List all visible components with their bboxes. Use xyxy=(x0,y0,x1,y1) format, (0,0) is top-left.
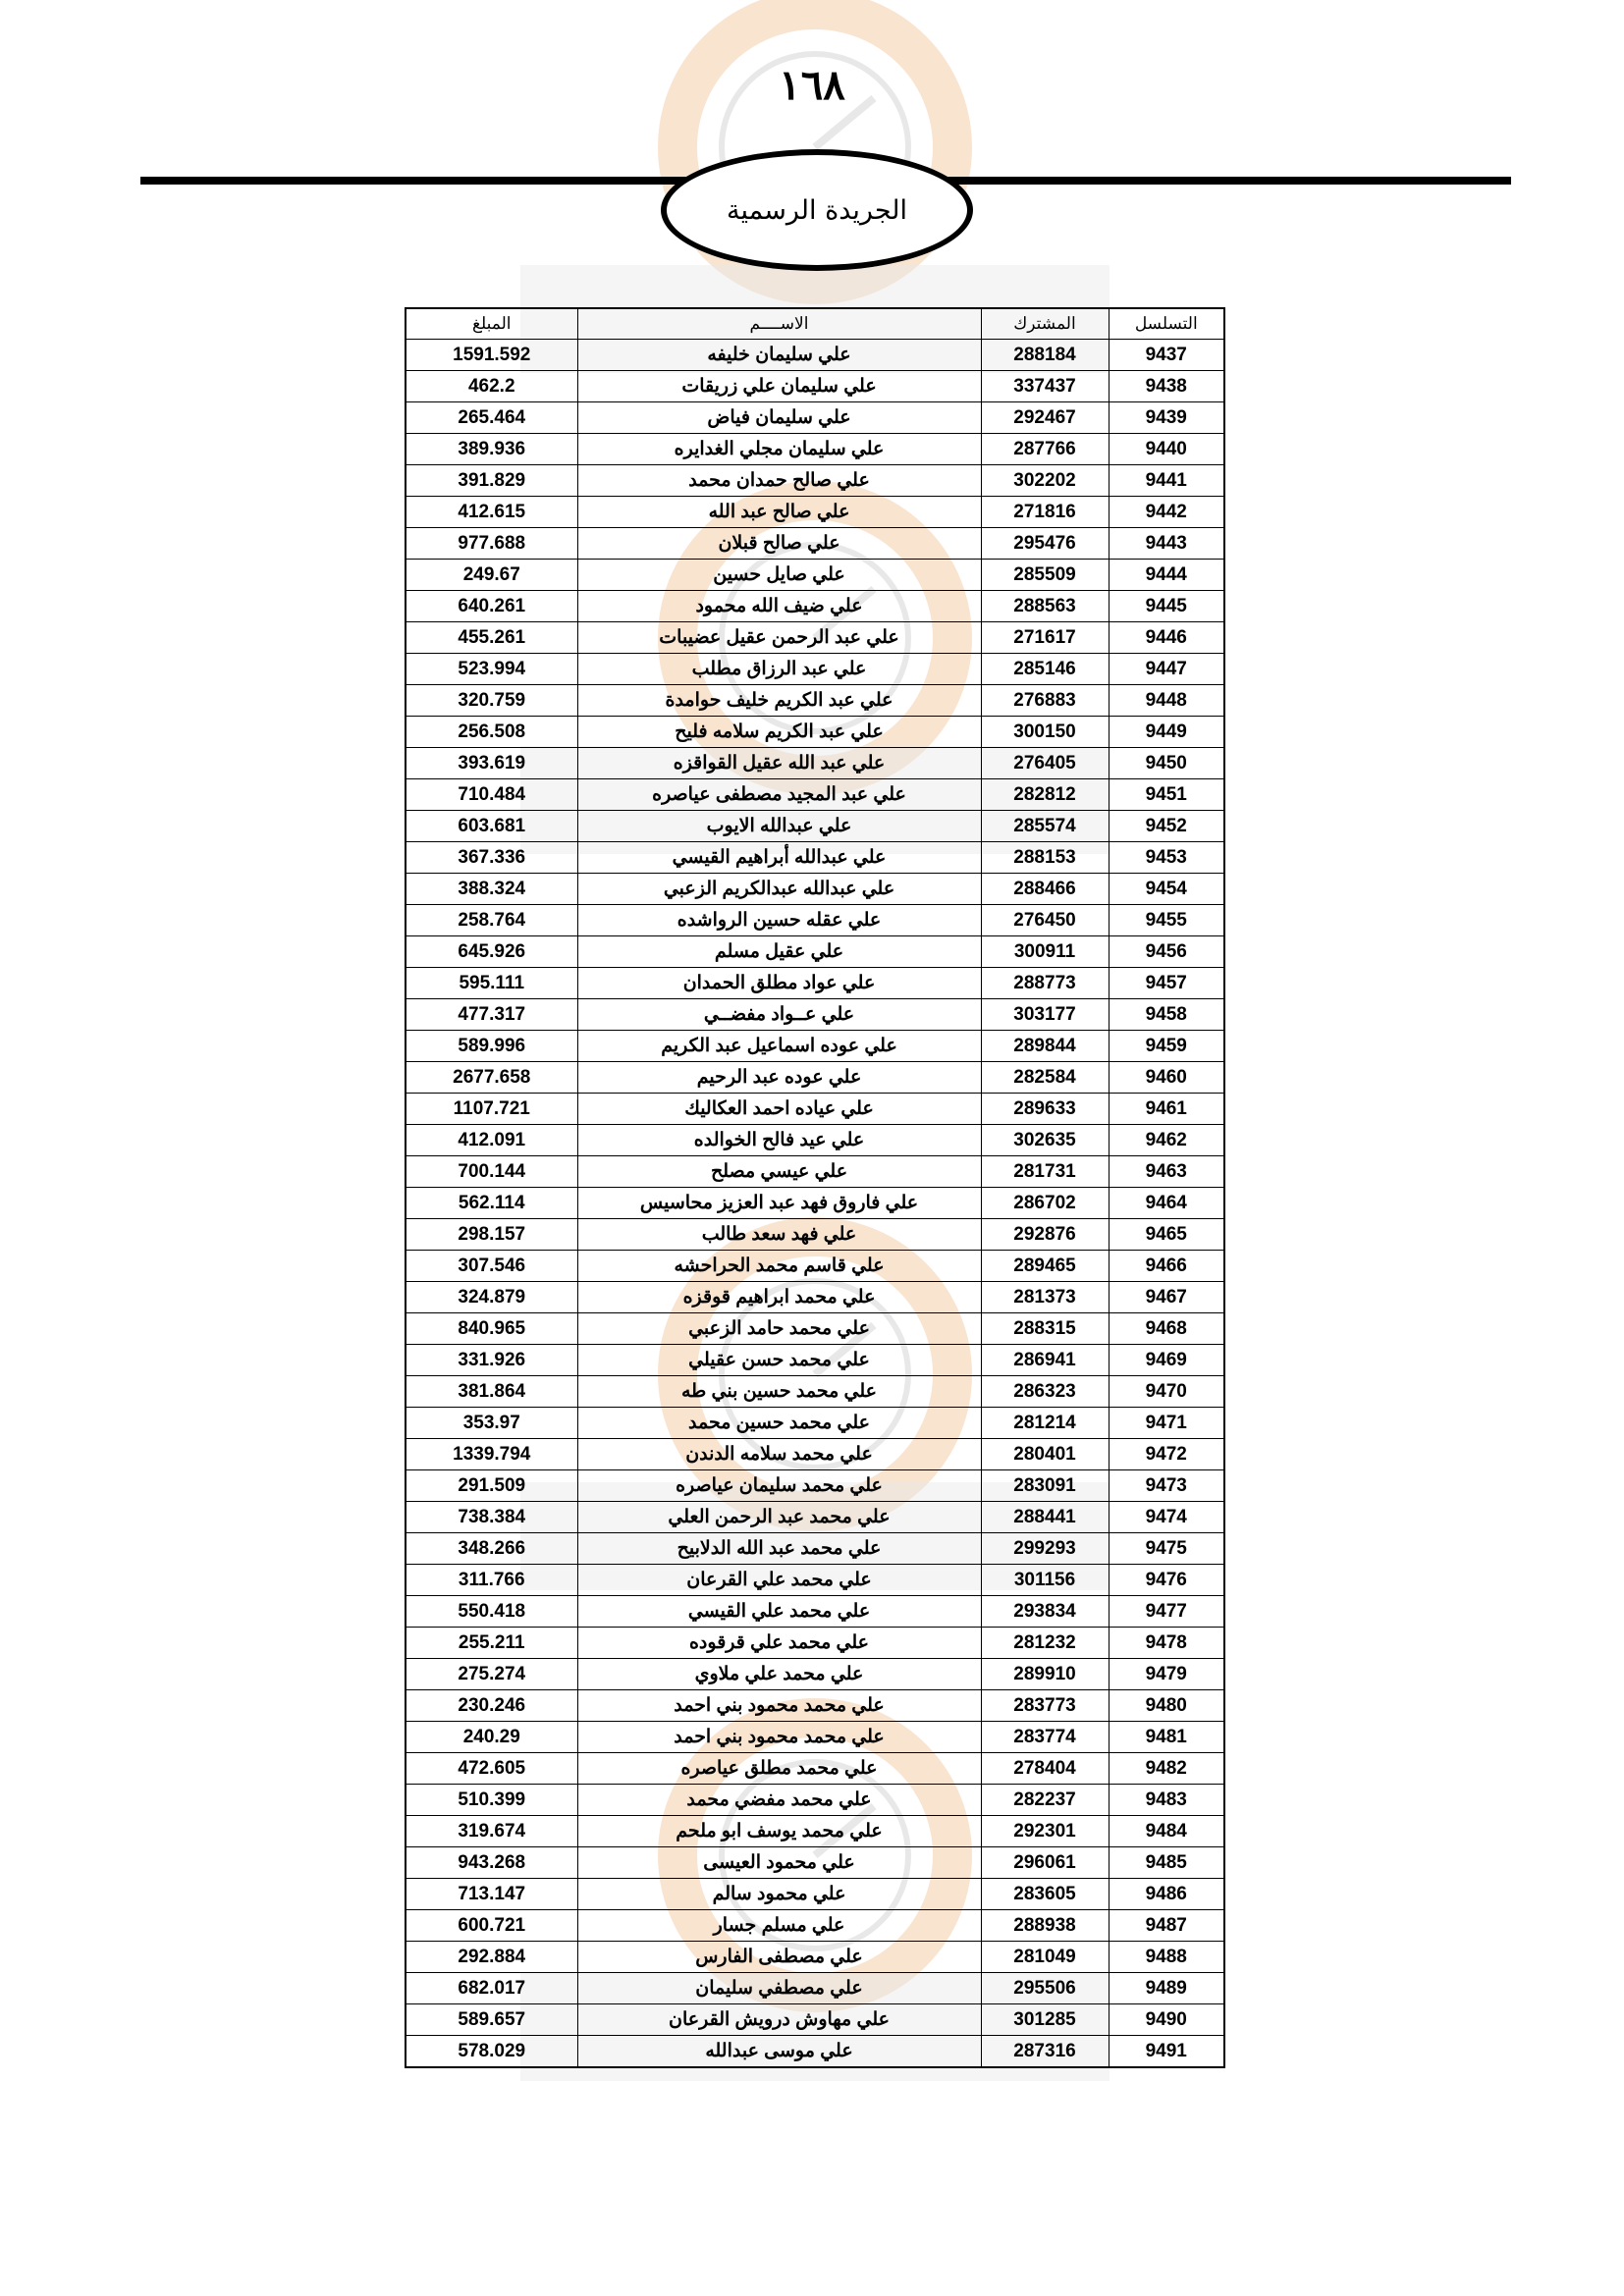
sequence-cell: 9479 xyxy=(1109,1659,1224,1690)
amount-cell: 589.996 xyxy=(406,1031,577,1062)
table-row xyxy=(406,1628,1224,1659)
sequence-cell: 9480 xyxy=(1109,1690,1224,1722)
table-row xyxy=(406,1031,1224,1062)
table-row xyxy=(406,1533,1224,1565)
name-cell: علي محمد ابراهيم قوقزه xyxy=(577,1282,981,1313)
name-cell: علي مسلم جسار xyxy=(577,1910,981,1942)
subscriber-cell: 283605 xyxy=(981,1879,1109,1910)
amount-cell: 562.114 xyxy=(406,1188,577,1219)
subscriber-cell: 276883 xyxy=(981,685,1109,717)
sequence-cell: 9489 xyxy=(1109,1973,1224,2004)
amount-cell: 600.721 xyxy=(406,1910,577,1942)
subscriber-cell: 292876 xyxy=(981,1219,1109,1251)
name-cell: علي محمد علي ملاوي xyxy=(577,1659,981,1690)
table-row xyxy=(406,1816,1224,1847)
table-row xyxy=(406,717,1224,748)
table-row xyxy=(406,1188,1224,1219)
amount-cell: 256.508 xyxy=(406,717,577,748)
table-row xyxy=(406,1470,1224,1502)
table-row xyxy=(406,936,1224,968)
subscriber-cell: 288441 xyxy=(981,1502,1109,1533)
table-row xyxy=(406,1219,1224,1251)
name-cell: علي عيسي مصلح xyxy=(577,1156,981,1188)
amount-cell: 292.884 xyxy=(406,1942,577,1973)
table-row xyxy=(406,497,1224,528)
sequence-cell: 9472 xyxy=(1109,1439,1224,1470)
subscriber-cell: 288773 xyxy=(981,968,1109,999)
amount-cell: 319.674 xyxy=(406,1816,577,1847)
name-cell: علي عقيل مسلم xyxy=(577,936,981,968)
subscriber-cell: 292467 xyxy=(981,402,1109,434)
amount-cell: 550.418 xyxy=(406,1596,577,1628)
table-row xyxy=(406,1251,1224,1282)
sequence-cell: 9483 xyxy=(1109,1785,1224,1816)
name-cell: علي عــواد مفضــي xyxy=(577,999,981,1031)
amount-cell: 255.211 xyxy=(406,1628,577,1659)
name-cell: علي عبد الكريم خليف حوامدة xyxy=(577,685,981,717)
name-cell: علي مصطفي سليمان xyxy=(577,1973,981,2004)
sequence-cell: 9441 xyxy=(1109,465,1224,497)
subscriber-cell: 271816 xyxy=(981,497,1109,528)
subscriber-cell: 283773 xyxy=(981,1690,1109,1722)
amount-cell: 943.268 xyxy=(406,1847,577,1879)
name-cell: علي محمود سالم xyxy=(577,1879,981,1910)
sequence-cell: 9451 xyxy=(1109,779,1224,811)
amount-cell: 412.615 xyxy=(406,497,577,528)
table-row xyxy=(406,560,1224,591)
subscriber-cell: 281232 xyxy=(981,1628,1109,1659)
subscriber-cell: 286702 xyxy=(981,1188,1109,1219)
amount-cell: 1591.592 xyxy=(406,340,577,371)
sequence-cell: 9487 xyxy=(1109,1910,1224,1942)
amount-cell: 589.657 xyxy=(406,2004,577,2036)
column-header-amount: المبلغ xyxy=(406,308,577,340)
name-cell: علي محمد حسن عقيلي xyxy=(577,1345,981,1376)
table-row xyxy=(406,340,1224,371)
sequence-cell: 9460 xyxy=(1109,1062,1224,1094)
name-cell: علي عبدالله أبراهيم القيسي xyxy=(577,842,981,874)
table-row xyxy=(406,1345,1224,1376)
name-cell: علي عياده احمد العكاليك xyxy=(577,1094,981,1125)
column-header-name: الاســــم xyxy=(577,308,981,340)
subscriber-cell: 293834 xyxy=(981,1596,1109,1628)
sequence-cell: 9477 xyxy=(1109,1596,1224,1628)
sequence-cell: 9488 xyxy=(1109,1942,1224,1973)
sequence-cell: 9462 xyxy=(1109,1125,1224,1156)
sequence-cell: 9463 xyxy=(1109,1156,1224,1188)
table-row xyxy=(406,1439,1224,1470)
name-cell: علي قاسم محمد الحراحشه xyxy=(577,1251,981,1282)
table-row xyxy=(406,1879,1224,1910)
amount-cell: 738.384 xyxy=(406,1502,577,1533)
table-row xyxy=(406,999,1224,1031)
amount-cell: 595.111 xyxy=(406,968,577,999)
subscriber-cell: 281731 xyxy=(981,1156,1109,1188)
amount-cell: 298.157 xyxy=(406,1219,577,1251)
amount-cell: 275.274 xyxy=(406,1659,577,1690)
table-row xyxy=(406,1596,1224,1628)
name-cell: علي مهاوش درويش القرعان xyxy=(577,2004,981,2036)
name-cell: علي عبد المجيد مصطفى عياصره xyxy=(577,779,981,811)
name-cell: علي محمد حسين بني طه xyxy=(577,1376,981,1408)
sequence-cell: 9484 xyxy=(1109,1816,1224,1847)
table-row xyxy=(406,842,1224,874)
name-cell: علي عبد الله عقيل القواقزه xyxy=(577,748,981,779)
amount-cell: 2677.658 xyxy=(406,1062,577,1094)
subscriber-cell: 288153 xyxy=(981,842,1109,874)
amount-cell: 1339.794 xyxy=(406,1439,577,1470)
name-cell: علي سليمان مجلي الغدايره xyxy=(577,434,981,465)
amount-cell: 645.926 xyxy=(406,936,577,968)
subscriber-cell: 286323 xyxy=(981,1376,1109,1408)
subscriber-cell: 282812 xyxy=(981,779,1109,811)
amount-cell: 462.2 xyxy=(406,371,577,402)
table-row xyxy=(406,1156,1224,1188)
amount-cell: 265.464 xyxy=(406,402,577,434)
subscriber-cell: 281049 xyxy=(981,1942,1109,1973)
amount-cell: 393.619 xyxy=(406,748,577,779)
amount-cell: 412.091 xyxy=(406,1125,577,1156)
sequence-cell: 9450 xyxy=(1109,748,1224,779)
table-row xyxy=(406,1502,1224,1533)
amount-cell: 367.336 xyxy=(406,842,577,874)
register-table xyxy=(405,307,1225,2068)
name-cell: علي عبد الكريم سلامه فليح xyxy=(577,717,981,748)
subscriber-cell: 303177 xyxy=(981,999,1109,1031)
amount-cell: 320.759 xyxy=(406,685,577,717)
name-cell: علي محمد علي القرعان xyxy=(577,1565,981,1596)
name-cell: علي عبدالله عبدالكريم الزعبي xyxy=(577,874,981,905)
name-cell: علي عوده عبد الرحيم xyxy=(577,1062,981,1094)
subscriber-cell: 288563 xyxy=(981,591,1109,622)
column-header-sequence: التسلسل xyxy=(1109,308,1224,340)
amount-cell: 389.936 xyxy=(406,434,577,465)
subscriber-cell: 292301 xyxy=(981,1816,1109,1847)
sequence-cell: 9459 xyxy=(1109,1031,1224,1062)
sequence-cell: 9476 xyxy=(1109,1565,1224,1596)
amount-cell: 353.97 xyxy=(406,1408,577,1439)
sequence-cell: 9474 xyxy=(1109,1502,1224,1533)
sequence-cell: 9491 xyxy=(1109,2036,1224,2068)
subscriber-cell: 337437 xyxy=(981,371,1109,402)
name-cell: علي فهد سعد طالب xyxy=(577,1219,981,1251)
amount-cell: 391.829 xyxy=(406,465,577,497)
table-row xyxy=(406,1785,1224,1816)
name-cell: علي محمد حامد الزعبي xyxy=(577,1313,981,1345)
amount-cell: 472.605 xyxy=(406,1753,577,1785)
sequence-cell: 9471 xyxy=(1109,1408,1224,1439)
sequence-cell: 9466 xyxy=(1109,1251,1224,1282)
sequence-cell: 9490 xyxy=(1109,2004,1224,2036)
table-row xyxy=(406,465,1224,497)
table-row xyxy=(406,811,1224,842)
table-row xyxy=(406,1722,1224,1753)
sequence-cell: 9452 xyxy=(1109,811,1224,842)
subscriber-cell: 295506 xyxy=(981,1973,1109,2004)
amount-cell: 840.965 xyxy=(406,1313,577,1345)
amount-cell: 977.688 xyxy=(406,528,577,560)
sequence-cell: 9437 xyxy=(1109,340,1224,371)
table-row xyxy=(406,779,1224,811)
sequence-cell: 9468 xyxy=(1109,1313,1224,1345)
name-cell: علي عبد الرحمن عقيل عضيبات xyxy=(577,622,981,654)
name-cell: علي سليمان علي زريقات xyxy=(577,371,981,402)
amount-cell: 713.147 xyxy=(406,1879,577,1910)
amount-cell: 578.029 xyxy=(406,2036,577,2068)
amount-cell: 348.266 xyxy=(406,1533,577,1565)
sequence-cell: 9482 xyxy=(1109,1753,1224,1785)
subscriber-cell: 281214 xyxy=(981,1408,1109,1439)
name-cell: علي موسى عبدالله xyxy=(577,2036,981,2068)
sequence-cell: 9439 xyxy=(1109,402,1224,434)
amount-cell: 381.864 xyxy=(406,1376,577,1408)
table-row xyxy=(406,371,1224,402)
sequence-cell: 9456 xyxy=(1109,936,1224,968)
table-row xyxy=(406,968,1224,999)
sequence-cell: 9485 xyxy=(1109,1847,1224,1879)
table-row xyxy=(406,1376,1224,1408)
amount-cell: 510.399 xyxy=(406,1785,577,1816)
name-cell: علي عقله حسين الرواشده xyxy=(577,905,981,936)
table-row xyxy=(406,591,1224,622)
sequence-cell: 9457 xyxy=(1109,968,1224,999)
sequence-cell: 9446 xyxy=(1109,622,1224,654)
subscriber-cell: 300150 xyxy=(981,717,1109,748)
amount-cell: 682.017 xyxy=(406,1973,577,2004)
subscriber-cell: 302202 xyxy=(981,465,1109,497)
table-row xyxy=(406,1910,1224,1942)
subscriber-cell: 282237 xyxy=(981,1785,1109,1816)
name-cell: علي محمود العيسى xyxy=(577,1847,981,1879)
name-cell: علي عوده اسماعيل عبد الكريم xyxy=(577,1031,981,1062)
name-cell: علي محمد مفضي محمد xyxy=(577,1785,981,1816)
name-cell: علي محمد علي القيسي xyxy=(577,1596,981,1628)
table-row xyxy=(406,905,1224,936)
subscriber-cell: 282584 xyxy=(981,1062,1109,1094)
amount-cell: 523.994 xyxy=(406,654,577,685)
subscriber-cell: 287766 xyxy=(981,434,1109,465)
subscriber-cell: 281373 xyxy=(981,1282,1109,1313)
sequence-cell: 9445 xyxy=(1109,591,1224,622)
amount-cell: 324.879 xyxy=(406,1282,577,1313)
subscriber-cell: 283091 xyxy=(981,1470,1109,1502)
name-cell: علي سليمان خليفه xyxy=(577,340,981,371)
sequence-cell: 9442 xyxy=(1109,497,1224,528)
table-row xyxy=(406,874,1224,905)
name-cell: علي عيد فالح الخوالده xyxy=(577,1125,981,1156)
sequence-cell: 9464 xyxy=(1109,1188,1224,1219)
table-row xyxy=(406,1973,1224,2004)
amount-cell: 291.509 xyxy=(406,1470,577,1502)
table-row xyxy=(406,1094,1224,1125)
amount-cell: 388.324 xyxy=(406,874,577,905)
name-cell: علي محمد محمود بني احمد xyxy=(577,1690,981,1722)
sequence-cell: 9458 xyxy=(1109,999,1224,1031)
subscriber-cell: 288315 xyxy=(981,1313,1109,1345)
subscriber-cell: 276450 xyxy=(981,905,1109,936)
table-row xyxy=(406,685,1224,717)
subscriber-cell: 288466 xyxy=(981,874,1109,905)
subscriber-cell: 289465 xyxy=(981,1251,1109,1282)
name-cell: علي محمد حسين محمد xyxy=(577,1408,981,1439)
amount-cell: 603.681 xyxy=(406,811,577,842)
table-row xyxy=(406,1282,1224,1313)
subscriber-cell: 301156 xyxy=(981,1565,1109,1596)
subscriber-cell: 285574 xyxy=(981,811,1109,842)
name-cell: علي محمد مطلق عياصره xyxy=(577,1753,981,1785)
amount-cell: 331.926 xyxy=(406,1345,577,1376)
name-cell: علي عواد مطلق الحمدان xyxy=(577,968,981,999)
name-cell: علي محمد سلامه الدندن xyxy=(577,1439,981,1470)
table-row xyxy=(406,654,1224,685)
table-row xyxy=(406,1942,1224,1973)
sequence-cell: 9453 xyxy=(1109,842,1224,874)
name-cell: علي صالح حمدان محمد xyxy=(577,465,981,497)
table-row xyxy=(406,1753,1224,1785)
table-header-row xyxy=(406,308,1224,340)
name-cell: علي محمد يوسف ابو ملحم xyxy=(577,1816,981,1847)
table-row xyxy=(406,1062,1224,1094)
table-row xyxy=(406,1847,1224,1879)
amount-cell: 230.246 xyxy=(406,1690,577,1722)
sequence-cell: 9465 xyxy=(1109,1219,1224,1251)
subscriber-cell: 285146 xyxy=(981,654,1109,685)
name-cell: علي عبد الرزاق مطلب xyxy=(577,654,981,685)
name-cell: علي محمد علي قرقوده xyxy=(577,1628,981,1659)
amount-cell: 700.144 xyxy=(406,1156,577,1188)
subscriber-cell: 287316 xyxy=(981,2036,1109,2068)
subscriber-cell: 295476 xyxy=(981,528,1109,560)
name-cell: علي صايل حسين xyxy=(577,560,981,591)
subscriber-cell: 271617 xyxy=(981,622,1109,654)
subscriber-cell: 299293 xyxy=(981,1533,1109,1565)
name-cell: علي صالح عبد الله xyxy=(577,497,981,528)
table-row xyxy=(406,1125,1224,1156)
sequence-cell: 9475 xyxy=(1109,1533,1224,1565)
amount-cell: 311.766 xyxy=(406,1565,577,1596)
subscriber-cell: 301285 xyxy=(981,2004,1109,2036)
sequence-cell: 9481 xyxy=(1109,1722,1224,1753)
name-cell: علي مصطفى الفارس xyxy=(577,1942,981,1973)
sequence-cell: 9444 xyxy=(1109,560,1224,591)
amount-cell: 1107.721 xyxy=(406,1094,577,1125)
masthead-oval xyxy=(661,149,973,271)
amount-cell: 307.546 xyxy=(406,1251,577,1282)
table-row xyxy=(406,1313,1224,1345)
sequence-cell: 9448 xyxy=(1109,685,1224,717)
sequence-cell: 9478 xyxy=(1109,1628,1224,1659)
subscriber-cell: 280401 xyxy=(981,1439,1109,1470)
amount-cell: 258.764 xyxy=(406,905,577,936)
table-row xyxy=(406,2004,1224,2036)
subscriber-cell: 283774 xyxy=(981,1722,1109,1753)
name-cell: علي سليمان فياض xyxy=(577,402,981,434)
name-cell: علي محمد عبد الله الدلابيح xyxy=(577,1533,981,1565)
table-row xyxy=(406,1690,1224,1722)
table-row xyxy=(406,1408,1224,1439)
table-row xyxy=(406,2036,1224,2068)
sequence-cell: 9469 xyxy=(1109,1345,1224,1376)
table-row xyxy=(406,528,1224,560)
column-header-subscriber: المشترك xyxy=(981,308,1109,340)
subscriber-cell: 288938 xyxy=(981,1910,1109,1942)
sequence-cell: 9447 xyxy=(1109,654,1224,685)
sequence-cell: 9486 xyxy=(1109,1879,1224,1910)
sequence-cell: 9454 xyxy=(1109,874,1224,905)
name-cell: علي صالح قبلان xyxy=(577,528,981,560)
sequence-cell: 9449 xyxy=(1109,717,1224,748)
name-cell: علي محمد محمود بني احمد xyxy=(577,1722,981,1753)
subscriber-cell: 296061 xyxy=(981,1847,1109,1879)
sequence-cell: 9443 xyxy=(1109,528,1224,560)
table-row xyxy=(406,748,1224,779)
subscriber-cell: 289844 xyxy=(981,1031,1109,1062)
name-cell: علي عبدالله الايوب xyxy=(577,811,981,842)
sequence-cell: 9473 xyxy=(1109,1470,1224,1502)
amount-cell: 249.67 xyxy=(406,560,577,591)
amount-cell: 455.261 xyxy=(406,622,577,654)
subscriber-cell: 285509 xyxy=(981,560,1109,591)
table-row xyxy=(406,622,1224,654)
name-cell: علي محمد عبد الرحمن العلي xyxy=(577,1502,981,1533)
sequence-cell: 9461 xyxy=(1109,1094,1224,1125)
subscriber-cell: 286941 xyxy=(981,1345,1109,1376)
subscriber-cell: 289910 xyxy=(981,1659,1109,1690)
subscriber-cell: 289633 xyxy=(981,1094,1109,1125)
subscriber-cell: 300911 xyxy=(981,936,1109,968)
name-cell: علي محمد سليمان عياصره xyxy=(577,1470,981,1502)
amount-cell: 640.261 xyxy=(406,591,577,622)
table-row xyxy=(406,1565,1224,1596)
name-cell: علي ضيف الله محمود xyxy=(577,591,981,622)
sequence-cell: 9438 xyxy=(1109,371,1224,402)
subscriber-cell: 302635 xyxy=(981,1125,1109,1156)
subscriber-cell: 288184 xyxy=(981,340,1109,371)
name-cell: علي فاروق فهد عبد العزيز محاسيس xyxy=(577,1188,981,1219)
table-row xyxy=(406,434,1224,465)
subscriber-cell: 278404 xyxy=(981,1753,1109,1785)
sequence-cell: 9470 xyxy=(1109,1376,1224,1408)
masthead-title: الجريدة الرسمية xyxy=(727,194,907,226)
table-row xyxy=(406,402,1224,434)
amount-cell: 710.484 xyxy=(406,779,577,811)
sequence-cell: 9467 xyxy=(1109,1282,1224,1313)
page-number: ١٦٨ xyxy=(779,61,845,109)
subscriber-cell: 276405 xyxy=(981,748,1109,779)
table-row xyxy=(406,1659,1224,1690)
sequence-cell: 9455 xyxy=(1109,905,1224,936)
amount-cell: 477.317 xyxy=(406,999,577,1031)
sequence-cell: 9440 xyxy=(1109,434,1224,465)
amount-cell: 240.29 xyxy=(406,1722,577,1753)
